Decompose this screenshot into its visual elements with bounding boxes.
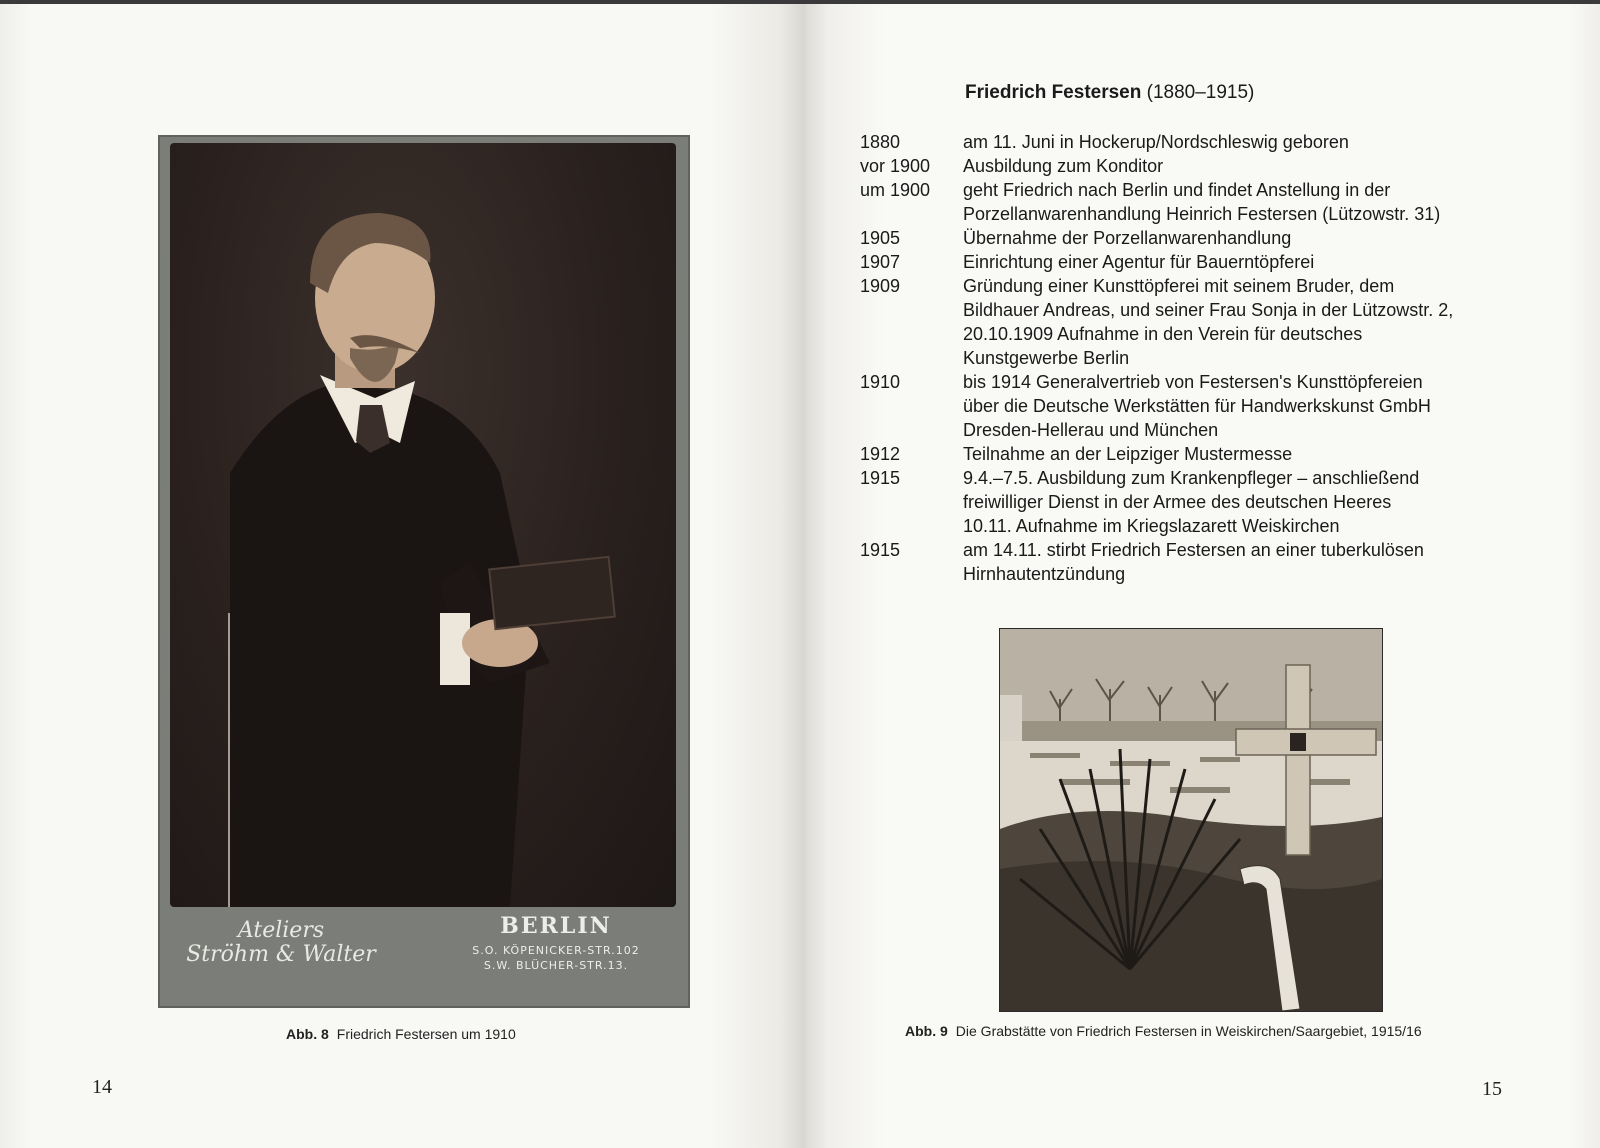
timeline-row [860,370,1540,442]
studio-line-1: Ateliers [237,918,325,943]
timeline-text [963,178,1540,226]
timeline-row [860,154,1540,178]
portrait-illustration [170,143,676,907]
studio-address-line-2: S.W. BLÜCHER-STR.13. [483,959,629,972]
timeline-year: 1915 [860,540,901,560]
caption-label: Abb. 9 [905,1023,948,1039]
timeline-line: 9.4.–7.5. Ausbildung zum Krankenpfleger – anschließend [963,468,1420,488]
timeline-year: 1907 [860,252,901,272]
timeline-row [860,538,1540,586]
timeline-year: 1915 [860,468,901,488]
timeline-text [963,154,1540,178]
timeline-line: Gründung einer Kunsttöpferei mit seinem Bruder, dem [963,276,1395,296]
timeline-year: 1905 [860,228,901,248]
studio-address-line-1: S.O. KÖPENICKER-STR.102 [472,944,640,957]
timeline-line: am 14.11. stirbt Friedrich Festersen an einer tuberkulösen [963,540,1424,560]
timeline-row [860,130,1540,154]
caption-abb-8 [286,1026,516,1042]
studio-line-2: Ströhm & Walter [186,942,376,967]
timeline-row [860,466,1540,538]
timeline-row [860,178,1540,226]
timeline-text [963,130,1540,154]
timeline-text [963,250,1540,274]
timeline-text [963,538,1540,586]
caption-text: Friedrich Festersen um 1910 [336,1026,516,1042]
timeline-row [860,226,1540,250]
timeline-text [963,442,1540,466]
timeline-text [963,466,1540,538]
caption-abb-9 [905,1023,1422,1039]
timeline-year: 1909 [860,276,901,296]
timeline-line: Porzellanwarenhandlung Heinrich Festersen (Lützowstr. 31) [963,204,1441,224]
timeline-line: Ausbildung zum Konditor [963,156,1164,176]
timeline-line: Bildhauer Andreas, und seiner Frau Sonja in der Lützowstr. 2, [963,300,1454,320]
timeline-line: Kunstgewerbe Berlin [963,348,1130,368]
studio-signature [186,919,376,967]
timeline-line: Einrichtung einer Agentur für Bauerntöpferei [963,252,1315,272]
right-page [805,4,1600,1148]
timeline-year: 1912 [860,444,901,464]
timeline-line: Teilnahme an der Leipziger Mustermesse [963,444,1293,464]
title-dates: (1880–1915) [1146,82,1255,103]
portrait-image [170,143,676,907]
page-number-right: 15 [1482,1078,1502,1100]
studio-address [456,913,656,973]
timeline-line: Dresden-Hellerau und München [963,420,1219,440]
timeline-text [963,370,1540,442]
timeline-row [860,442,1540,466]
timeline-year: um 1900 [860,180,931,200]
timeline-year: 1880 [860,132,901,152]
caption-label: Abb. 8 [286,1026,329,1042]
timeline-text [963,226,1540,250]
timeline [860,130,1540,586]
timeline-line: Übernahme der Porzellanwarenhandlung [963,228,1292,248]
page-title [965,82,1254,104]
timeline-line: 20.10.1909 Aufnahme in den Verein für deutsches [963,324,1363,344]
timeline-line: freiwilliger Dienst in der Armee des deutschen Heeres [963,492,1392,512]
left-page [0,4,805,1148]
title-name: Friedrich Festersen [965,82,1142,103]
timeline-line: 10.11. Aufnahme im Kriegslazarett Weiskirchen [963,516,1340,536]
timeline-line: über die Deutsche Werkstätten für Handwerkskunst GmbH [963,396,1431,416]
timeline-line: am 11. Juni in Hockerup/Nordschleswig geboren [963,132,1349,152]
portrait-photo [158,135,690,1008]
timeline-line: Hirnhautentzündung [963,564,1126,584]
timeline-text [963,274,1540,370]
timeline-year: vor 1900 [860,156,931,176]
timeline-row [860,250,1540,274]
timeline-line: bis 1914 Generalvertrieb von Festersen's Kunsttöpfereien [963,372,1423,392]
timeline-year: 1910 [860,372,901,392]
page-number-left: 14 [92,1076,112,1098]
grave-photo [999,628,1383,1012]
timeline-row [860,274,1540,370]
grave-illustration [1000,629,1382,1011]
caption-text: Die Grabstätte von Friedrich Festersen in Weiskirchen/Saargebiet, 1915/16 [955,1023,1422,1039]
timeline-line: geht Friedrich nach Berlin und findet Anstellung in der [963,180,1391,200]
studio-city: BERLIN [500,913,612,939]
